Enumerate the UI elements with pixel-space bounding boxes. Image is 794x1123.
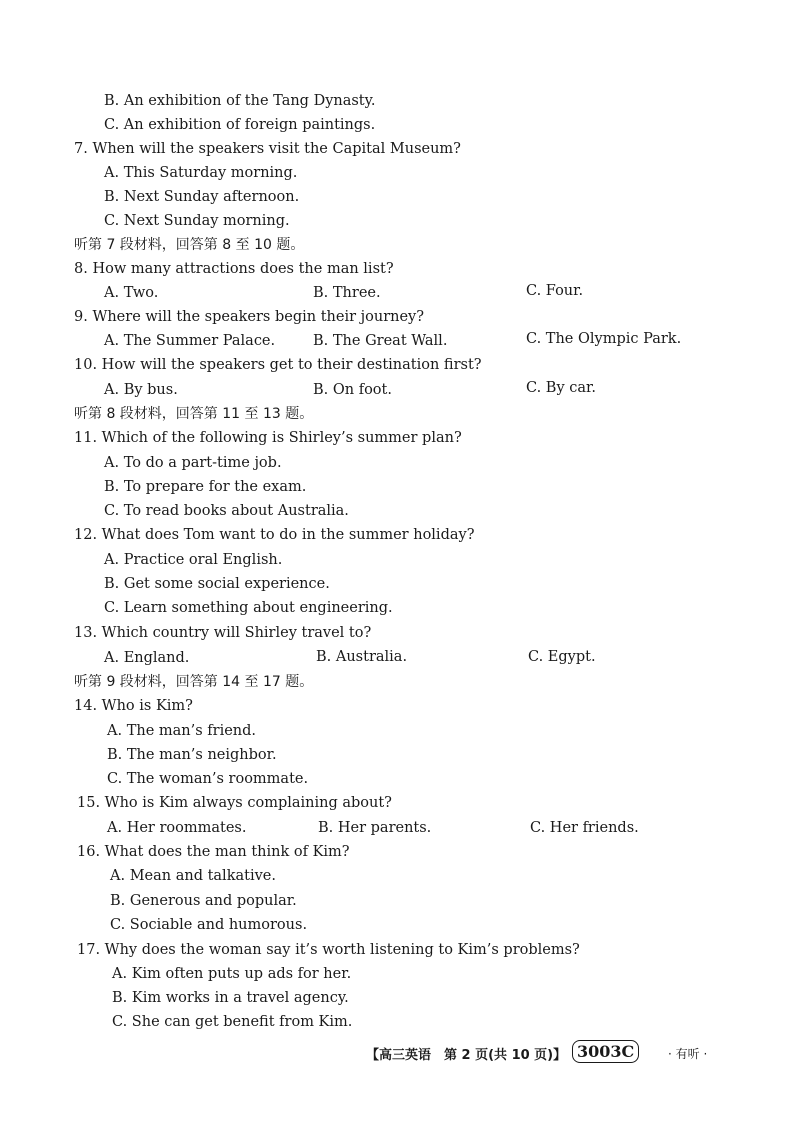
q10-option-a: A. By bus. [104,382,178,398]
question-11: 11. Which of the following is Shirley’s summer plan? [74,430,462,446]
q11-option-b: B. To prepare for the exam. [104,479,307,495]
q8-option-c: C. Four. [526,283,584,299]
q15-option-a: A. Her roommates. [107,820,247,836]
q16-option-a: A. Mean and talkative. [110,868,276,884]
q17-option-c: C. She can get benefit from Kim. [112,1014,353,1030]
q15-option-c: C. Her friends. [530,820,639,836]
section-heading-9: 听第 9 段材料，回答第 14 至 17 题。 [74,674,314,690]
q16-option-c: C. Sociable and humorous. [110,917,308,933]
section-heading-7: 听第 7 段材料，回答第 8 至 10 题。 [74,237,305,253]
q7-option-b: B. Next Sunday afternoon. [104,189,300,205]
q9-option-b: B. The Great Wall. [313,333,448,349]
q7-option-c: C. Next Sunday morning. [104,213,290,229]
q10-option-b: B. On foot. [313,382,392,398]
question-8: 8. How many attractions does the man list? [74,261,394,277]
q17-option-a: A. Kim often puts up ads for her. [112,966,352,982]
q13-option-a: A. England. [104,650,190,666]
q11-option-a: A. To do a part-time job. [104,455,282,471]
exam-code-badge: 3003C [572,1040,639,1063]
question-17: 17. Why does the woman say it’s worth listening to Kim’s problems? [77,942,580,958]
footer-mark: · 有听 · [668,1047,708,1061]
q12-option-c: C. Learn something about engineering. [104,600,393,616]
question-10: 10. How will the speakers get to their destination first? [74,357,482,373]
q9-option-c: C. The Olympic Park. [526,331,682,347]
question-13: 13. Which country will Shirley travel to? [74,625,372,641]
q7-option-a: A. This Saturday morning. [104,165,298,181]
q17-option-b: B. Kim works in a travel agency. [112,990,349,1006]
q14-option-c: C. The woman’s roommate. [107,771,309,787]
question-12: 12. What does Tom want to do in the summer holiday? [74,527,475,543]
q14-option-b: B. The man’s neighbor. [107,747,277,763]
page-footer-title: 【高三英语 第 2 页(共 10 页)】 [366,1048,567,1063]
question-16: 16. What does the man think of Kim? [77,844,350,860]
q8-option-b: B. Three. [313,285,381,301]
question-14: 14. Who is Kim? [74,698,193,714]
q9-option-a: A. The Summer Palace. [104,333,276,349]
q6-option-b: B. An exhibition of the Tang Dynasty. [104,93,376,109]
q12-option-a: A. Practice oral English. [104,552,283,568]
question-15: 15. Who is Kim always complaining about? [77,795,392,811]
q12-option-b: B. Get some social experience. [104,576,330,592]
question-7: 7. When will the speakers visit the Capital Museum? [74,141,461,157]
section-heading-8: 听第 8 段材料，回答第 11 至 13 题。 [74,406,314,422]
q10-option-c: C. By car. [526,380,596,396]
q11-option-c: C. To read books about Australia. [104,503,349,519]
q8-option-a: A. Two. [104,285,159,301]
q14-option-a: A. The man’s friend. [107,723,257,739]
q13-option-b: B. Australia. [316,649,408,665]
q16-option-b: B. Generous and popular. [110,893,297,909]
question-9: 9. Where will the speakers begin their journey? [74,309,425,325]
q15-option-b: B. Her parents. [318,820,432,836]
q6-option-c: C. An exhibition of foreign paintings. [104,117,376,133]
q13-option-c: C. Egypt. [528,649,596,665]
